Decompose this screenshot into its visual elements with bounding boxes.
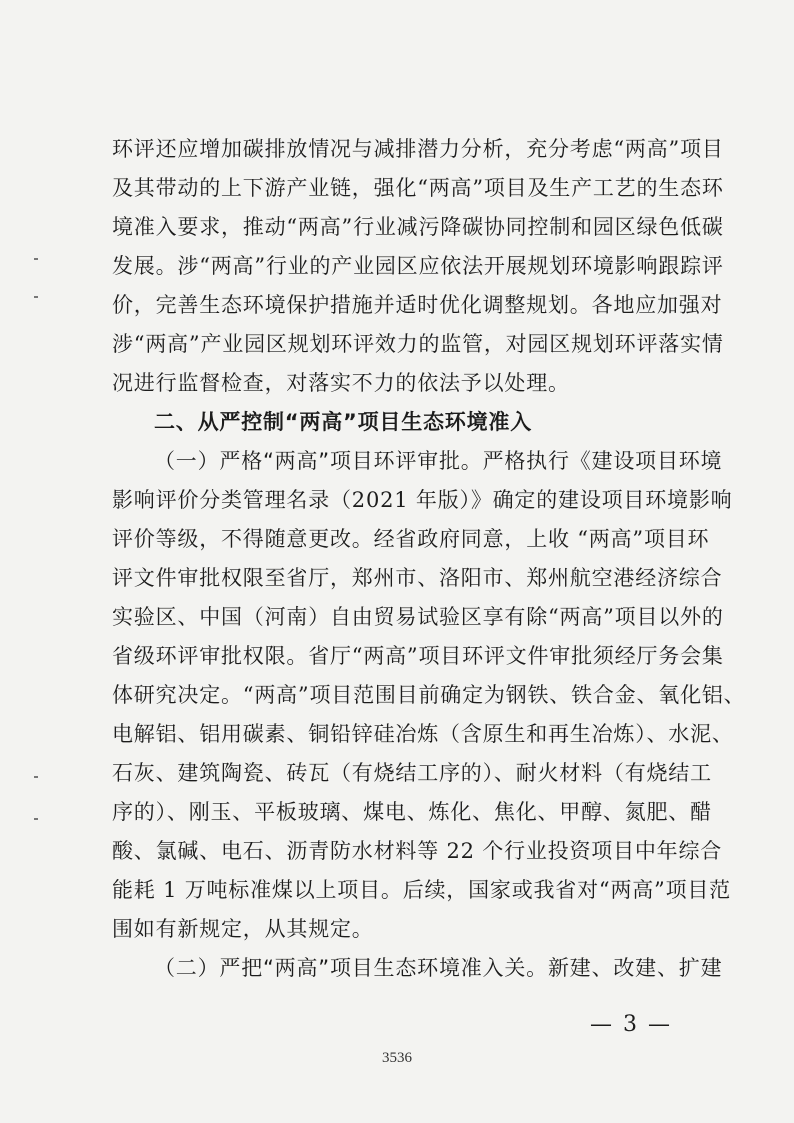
text-line: 体研究决定。“两高”项目范围目前确定为钢铁、铁合金、氧化铝、: [112, 683, 746, 707]
scan-mark: [34, 296, 38, 298]
scan-mark: [34, 818, 38, 820]
text-line: 价，完善生态环境保护措施并适时优化调整规划。各地应加强对: [112, 293, 723, 317]
text-line: 评价等级，不得随意更改。经省政府同意，上收 “两高”项目环: [112, 527, 710, 551]
text-line: 严格执行《建设项目环境: [482, 449, 723, 473]
text-line: 涉“两高”产业园区规划环评效力的监管，对园区规划环评落实情: [112, 332, 724, 356]
text-line: 评文件审批权限至省厅，郑州市、洛阳市、郑州航空港经济综合: [112, 566, 723, 590]
text-line: 新建、改建、扩建: [547, 956, 723, 980]
text-line: 发展。涉“两高”行业的产业园区应依法开展规划环境影响跟踪评: [112, 254, 724, 278]
subsection-title: （一）严格“两高”项目环评审批。: [154, 449, 483, 473]
text-line: 围如有新规定，从其规定。: [112, 917, 374, 941]
footer-number: 3536: [382, 1050, 412, 1066]
text-line: 况进行监督检查，对落实不力的依法予以处理。: [112, 371, 570, 395]
subsection-line: [112, 949, 723, 988]
text-line: 省级环评审批权限。省厅“两高”项目环评文件审批须经厅务会集: [112, 644, 724, 668]
scan-mark: [34, 776, 38, 778]
page-number: — 3 —: [590, 1012, 672, 1037]
text-line: 石灰、建筑陶瓷、砖瓦（有烧结工序的）、耐火材料（有烧结工: [112, 761, 712, 785]
scan-mark: [34, 258, 38, 260]
text-line: 境准入要求，推动“两高”行业减污降碳协同控制和园区绿色低碳: [112, 215, 724, 239]
text-line: 环评还应增加碳排放情况与减排潜力分析，充分考虑“两高”项目: [112, 137, 724, 161]
section-heading: 二、从严控制“两高”项目生态环境准入: [154, 410, 533, 434]
subsection-line: [112, 442, 723, 481]
text-line: 酸、氯碱、电石、沥青防水材料等 22 个行业投资项目中年综合: [112, 839, 723, 863]
text-line: 及其带动的上下游产业链，强化“两高”项目及生产工艺的生态环: [112, 176, 724, 200]
text-line: 影响评价分类管理名录（2021 年版）》确定的建设项目环境影响: [112, 488, 733, 512]
text-line: 能耗 1 万吨标准煤以上项目。后续，国家或我省对“两高”项目范: [112, 878, 731, 902]
text-line: 电解铝、铝用碳素、铜铅锌硅冶炼（含原生和再生冶炼）、水泥、: [112, 722, 734, 746]
subsection-title: （二）严把“两高”项目生态环境准入关。: [154, 956, 548, 980]
text-line: 序的）、刚玉、平板玻璃、煤电、炼化、焦化、甲醇、氮肥、醋: [112, 800, 712, 824]
body-text: [112, 130, 746, 988]
text-line: 实验区、中国（河南）自由贸易试验区享有除“两高”项目以外的: [112, 605, 724, 629]
